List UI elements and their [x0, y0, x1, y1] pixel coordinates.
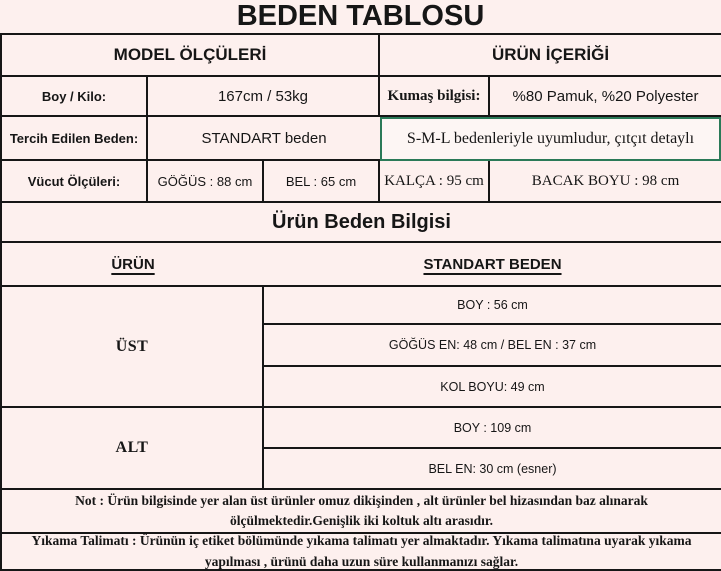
garment-column	[2, 287, 264, 488]
wash-note	[2, 534, 721, 569]
kumas-bilgisi-value: %80 Pamuk, %20 Polyester	[512, 87, 699, 105]
ust-boy-value: BOY : 56 cm	[264, 287, 721, 325]
urun-column-header: ÜRÜN	[111, 255, 155, 273]
table-frame	[0, 35, 721, 571]
vucut-olculeri-row	[2, 161, 721, 203]
alt-bel-en-value: BEL EN: 30 cm (esner)	[428, 461, 557, 476]
model-olculeri-header: MODEL ÖLÇÜLERİ	[2, 35, 380, 75]
measurements-column	[264, 287, 721, 488]
vucut-olculeri-label: Vücut Ölçüleri:	[2, 161, 148, 201]
ust-label: ÜST	[2, 287, 262, 408]
section-title-row	[2, 203, 721, 243]
standart-beden-column-header: STANDART BEDEN	[423, 255, 562, 273]
beden-uyum-note: S-M-L bedenleriyle uyumludur, çıtçıt detaylı	[380, 117, 721, 161]
urun-icerigi-header: ÜRÜN İÇERİĞİ	[491, 45, 610, 64]
boy-kilo-label: Boy / Kilo:	[2, 77, 148, 115]
measurement-note-text: Not : Ürün bilgisinde yer alan üst ürünler omuz dikişinden , alt ürünler bel hizasından baz alınarak ölçülmektedir.Genişlik iki koltuk altı arasıdır.	[75, 492, 648, 528]
ust-gogus-bel-value: GÖĞÜS EN: 48 cm / BEL EN : 37 cm	[264, 325, 721, 367]
ust-kol-boyu-value: KOL BOYU: 49 cm	[264, 367, 721, 408]
urun-beden-bilgisi-title: Ürün Beden Bilgisi	[272, 210, 451, 233]
model-table-header-row	[2, 35, 721, 77]
bel-value: BEL : 65 cm	[264, 161, 380, 201]
size-table-body	[2, 287, 721, 490]
bacak-boyu-value: BACAK BOYU : 98 cm	[531, 172, 680, 189]
tercih-value: STANDART beden	[148, 117, 380, 161]
page-title: BEDEN TABLOSU	[236, 0, 485, 32]
tercih-row	[2, 117, 721, 161]
alt-boy-value: BOY : 109 cm	[264, 408, 721, 449]
wash-note-text: Yıkama Talimatı : Ürünün iç etiket bölümünde yıkama talimatı yer almaktadır. Yıkama talimatına uyarak yıkama yapılması , ürünü daha uzun süre kullanmanızı sağlar.	[31, 533, 692, 569]
wash-note-row	[2, 534, 721, 571]
tercih-label: Tercih Edilen Beden:	[2, 117, 148, 161]
kalca-value: KALÇA : 95 cm	[380, 161, 490, 201]
boy-kilo-value: 167cm / 53kg	[148, 77, 380, 115]
kumas-bilgisi-label: Kumaş bilgisi:	[380, 77, 490, 115]
size-table-header-row	[2, 243, 721, 287]
alt-label: ALT	[115, 439, 149, 456]
boy-kilo-row	[2, 77, 721, 117]
gogus-value: GÖĞÜS : 88 cm	[148, 161, 264, 201]
title-row	[0, 0, 721, 35]
measurement-note-row	[2, 490, 721, 534]
measurement-note	[2, 490, 721, 532]
